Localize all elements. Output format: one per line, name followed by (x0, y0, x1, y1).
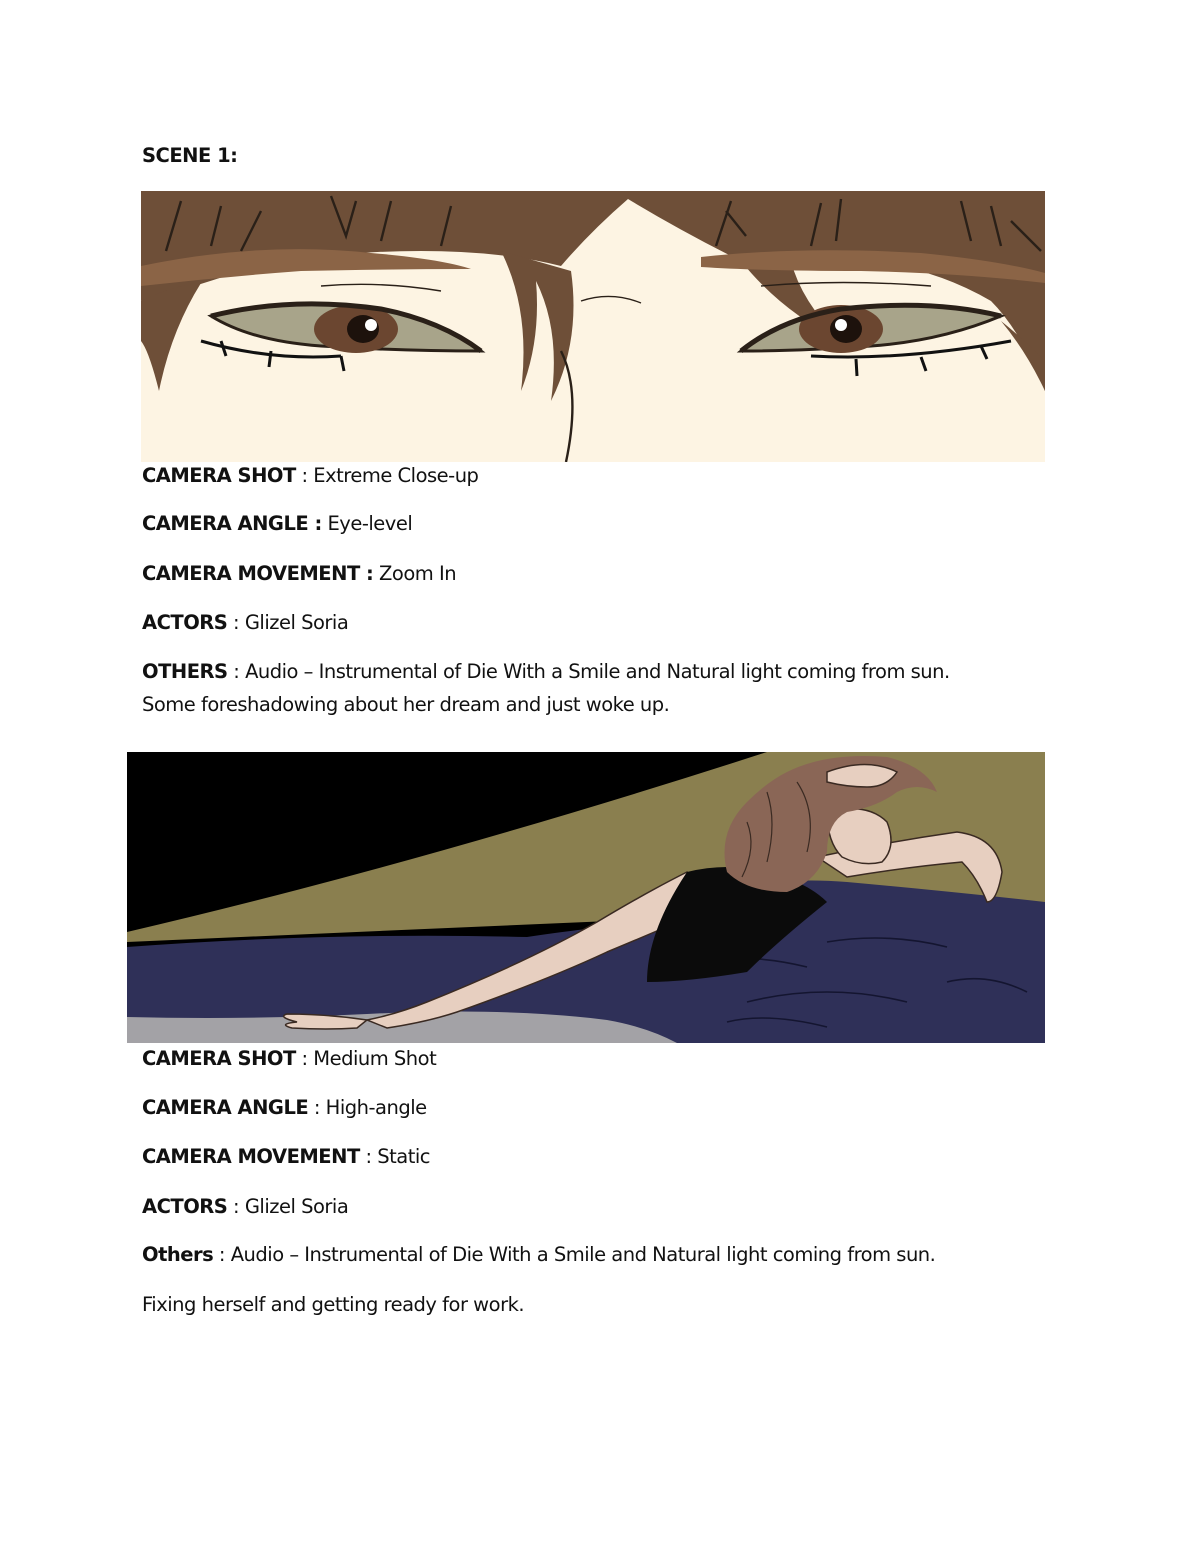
woman-waking-in-bed-illustration (127, 752, 1045, 1043)
camera-shot-row-1: CAMERA SHOT : Extreme Close-up (142, 464, 479, 487)
actors-row-1: ACTORS : Glizel Soria (142, 611, 349, 634)
camera-angle-row-1: CAMERA ANGLE : Eye-level (142, 512, 413, 535)
camera-movement-row-1: CAMERA MOVEMENT : Zoom In (142, 562, 457, 585)
camera-angle-value: High-angle (325, 1096, 427, 1119)
scene-title: SCENE 1: (142, 144, 238, 167)
camera-angle-value: Eye-level (327, 512, 413, 535)
actors-value: Glizel Soria (244, 611, 349, 634)
others-description-1: Some foreshadowing about her dream and just woke up. (142, 693, 670, 716)
others-row-2: Others : Audio – Instrumental of Die With a Smile and Natural light coming from sun. (142, 1243, 936, 1266)
camera-angle-row-2: CAMERA ANGLE : High-angle (142, 1096, 427, 1119)
camera-shot-row-2: CAMERA SHOT : Medium Shot (142, 1047, 437, 1070)
others-description-2: Fixing herself and getting ready for work. (142, 1293, 525, 1316)
camera-shot-value: Medium Shot (313, 1047, 437, 1070)
extreme-close-up-eyes-illustration (141, 191, 1045, 462)
camera-shot-value: Extreme Close-up (313, 464, 479, 487)
others-row-1: OTHERS : Audio – Instrumental of Die With a Smile and Natural light coming from sun. (142, 660, 950, 683)
others-value: Audio – Instrumental of Die With a Smile and Natural light coming from sun. (230, 1243, 936, 1266)
camera-movement-value: Static (377, 1145, 430, 1168)
others-value: Audio – Instrumental of Die With a Smile and Natural light coming from sun. (245, 660, 950, 683)
actors-value: Glizel Soria (244, 1195, 349, 1218)
camera-movement-value: Zoom In (379, 562, 457, 585)
camera-movement-row-2: CAMERA MOVEMENT : Static (142, 1145, 430, 1168)
actors-row-2: ACTORS : Glizel Soria (142, 1195, 349, 1218)
